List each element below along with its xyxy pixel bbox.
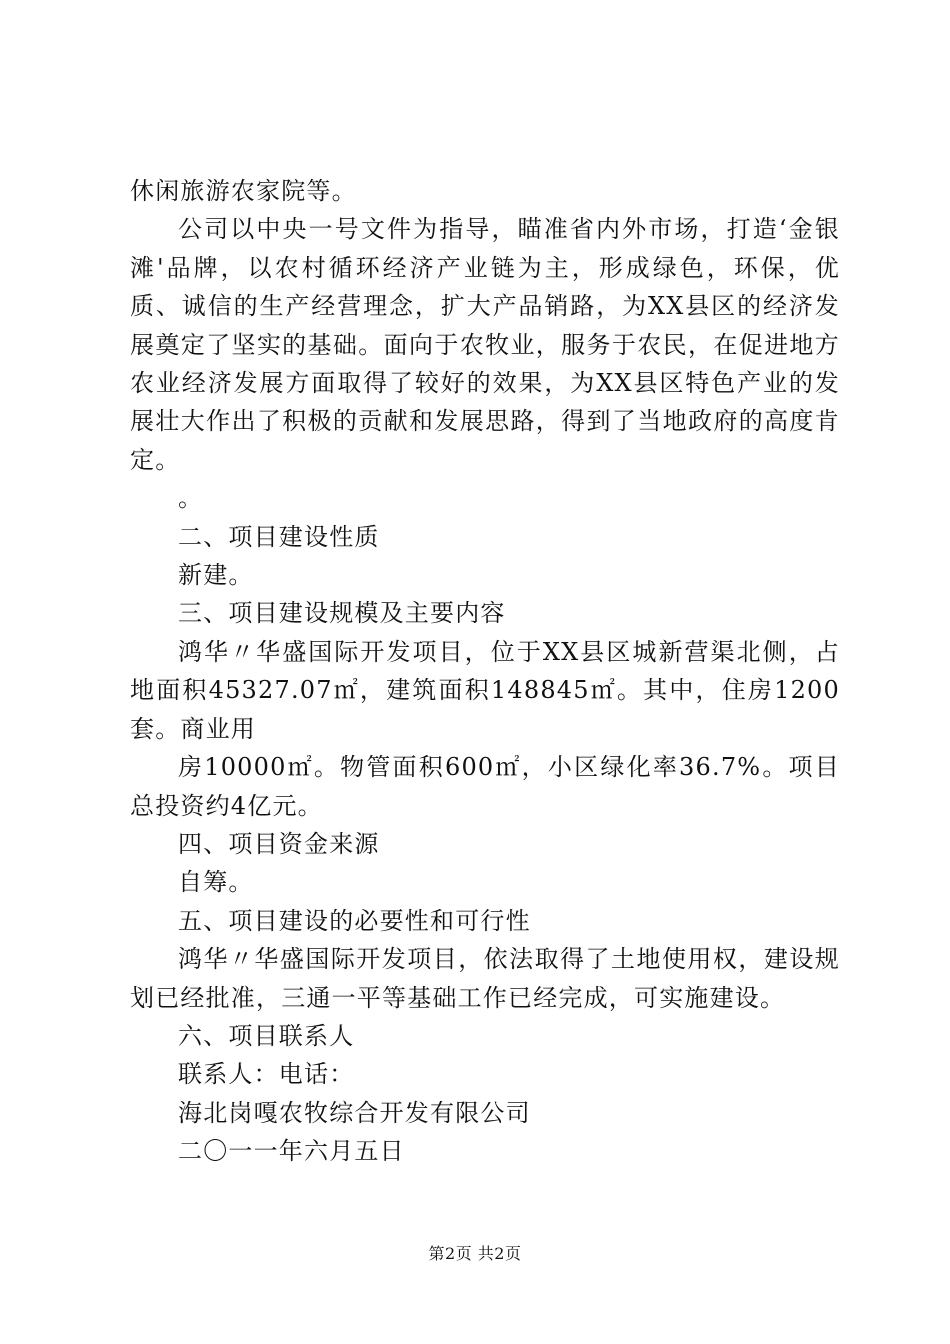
section-heading-feasibility: 五、项目建设的必要性和可行性 (178, 906, 531, 935)
section-heading-contact: 六、项目联系人 (178, 1021, 355, 1050)
paragraph-funding: 自筹。 (178, 868, 254, 897)
paragraph-1: 休闲旅游农家院等。 (130, 177, 357, 205)
paragraph-company-intro: 公司以中央一号文件为指导，瞄准省内外市场，打造‘金银滩'品牌，以农村循环经济产业链为主，形成绿色，环保，优质、诚信的生产经营理念，扩大产品销路，为XX县区的经济发展奠定了坚实的基础。面向于农牧业，服务于农民，在促进地方农业经济发展方面取得了较好的效果，为XX县区特色产业的发展壮大作出了积极的贡献和发展思路，得到了当地政府的高度肯定。 (130, 215, 840, 474)
document-date: 二〇一一年六月五日 (178, 1137, 405, 1166)
page-footer: 第2页 共2页 (428, 1244, 522, 1263)
paragraph-nature: 新建。 (178, 561, 254, 590)
document-body (130, 172, 840, 1171)
section-heading-funding: 四、项目资金来源 (178, 829, 380, 858)
section-heading-scale: 三、项目建设规模及主要内容 (178, 599, 506, 628)
paragraph-feasibility: 鸿华〃华盛国际开发项目，依法取得了土地使用权，建设规划已经批准，三通一平等基础工作已经完成，可实施建设。 (130, 945, 840, 1012)
company-name: 海北岗嘎农牧综合开发有限公司 (178, 1098, 531, 1127)
paragraph-scale-2: 房10000㎡。物管面积600㎡，小区绿化率36.7%。项目总投资约4亿元。 (130, 753, 840, 820)
paragraph-stray-mark: 。 (178, 484, 204, 513)
paragraph-scale-1: 鸿华〃华盛国际开发项目，位于XX县区城新营渠北侧，占地面积45327.07㎡，建筑面积148845㎡。其中，住房1200套。商业用 (130, 637, 840, 743)
paragraph-contact: 联系人：电话： (178, 1060, 355, 1089)
section-heading-nature: 二、项目建设性质 (178, 522, 380, 551)
